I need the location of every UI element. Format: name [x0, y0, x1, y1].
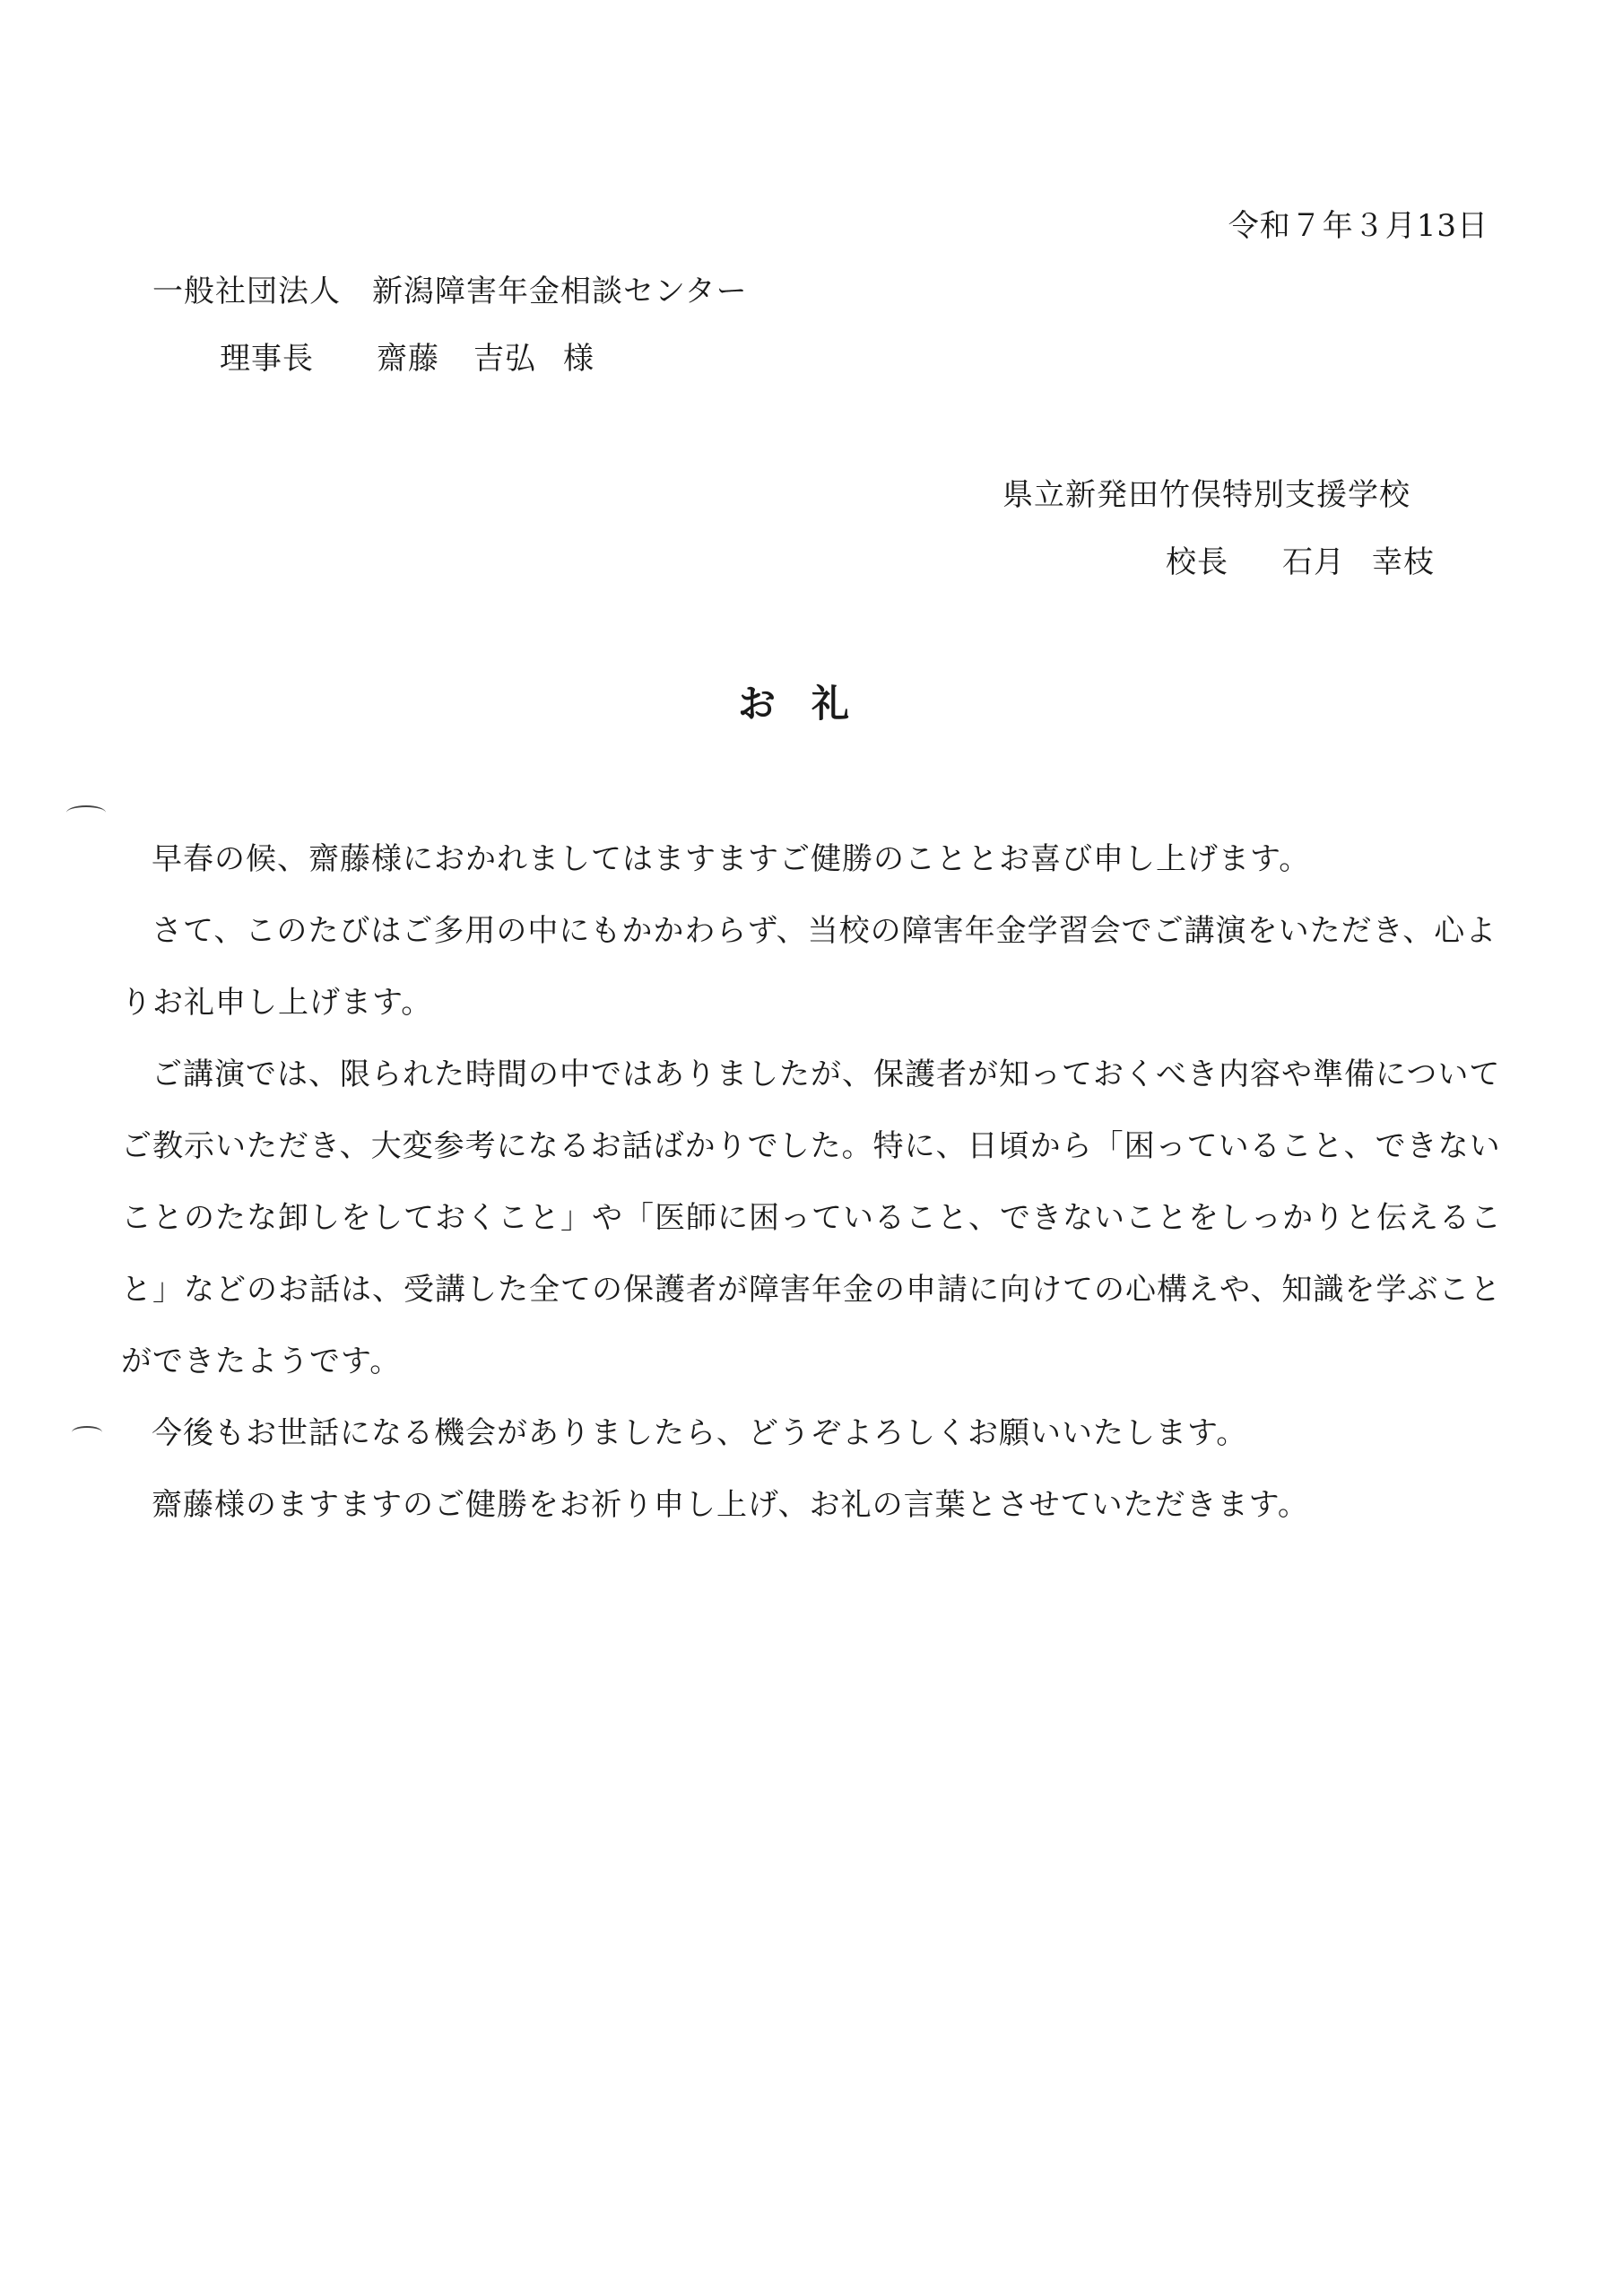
body-paragraph-3: ご講演では、限られた時間の中ではありましたが、保護者が知っておくべき内容や準備についてご教示いただき、大変参考になるお話ばかりでした。特に、日頃から「困っていること、できないことのたな卸しをしておくこと」や「医師に困っていること、できないことをしっかりと伝えること」などのお話は、受講した全ての保護者が障害年金の申請に向けての心構えや、知識を学ぶことができたようです。 — [121, 1057, 1502, 1379]
sender-organization: 県立新発田竹俣特別支援学校 — [1002, 477, 1410, 513]
hole-punch-mark — [66, 805, 106, 820]
letter-subject: お礼 — [737, 682, 885, 726]
body-paragraph-5: 齋藤様のますますのご健勝をお祈り申し上げ、お礼の言葉とさせていただきます。 — [152, 1487, 1309, 1523]
sender-given-name: 幸枝 — [1372, 544, 1435, 580]
hole-punch-mark — [72, 1426, 102, 1439]
letter-date: 令和７年３月13日 — [1228, 208, 1488, 244]
sender-line — [1166, 544, 1435, 580]
recipient-surname: 齋藤 — [377, 341, 439, 377]
letter-body — [121, 823, 1520, 1541]
recipient-line — [220, 341, 595, 377]
sender-surname: 石月 — [1282, 544, 1345, 580]
recipient-organization: 一般社団法人 新潟障害年金相談センター — [152, 274, 748, 309]
sender-title: 校長 — [1166, 544, 1228, 580]
recipient-given-name: 吉弘 — [473, 341, 536, 377]
body-paragraph-2: さて、このたびはご多用の中にもかかわらず、当校の障害年金学習会でご講演をいただき、心よりお礼申し上げます。 — [121, 913, 1497, 1021]
recipient-title: 理事長 — [220, 341, 314, 377]
body-paragraph-4: 今後もお世話になる機会がありましたら、どうぞよろしくお願いいたします。 — [152, 1415, 1248, 1451]
body-paragraph-1: 早春の候、齋藤様におかれましてはますますご健勝のこととお喜び申し上げます。 — [152, 841, 1311, 877]
recipient-honorific: 様 — [563, 341, 595, 377]
